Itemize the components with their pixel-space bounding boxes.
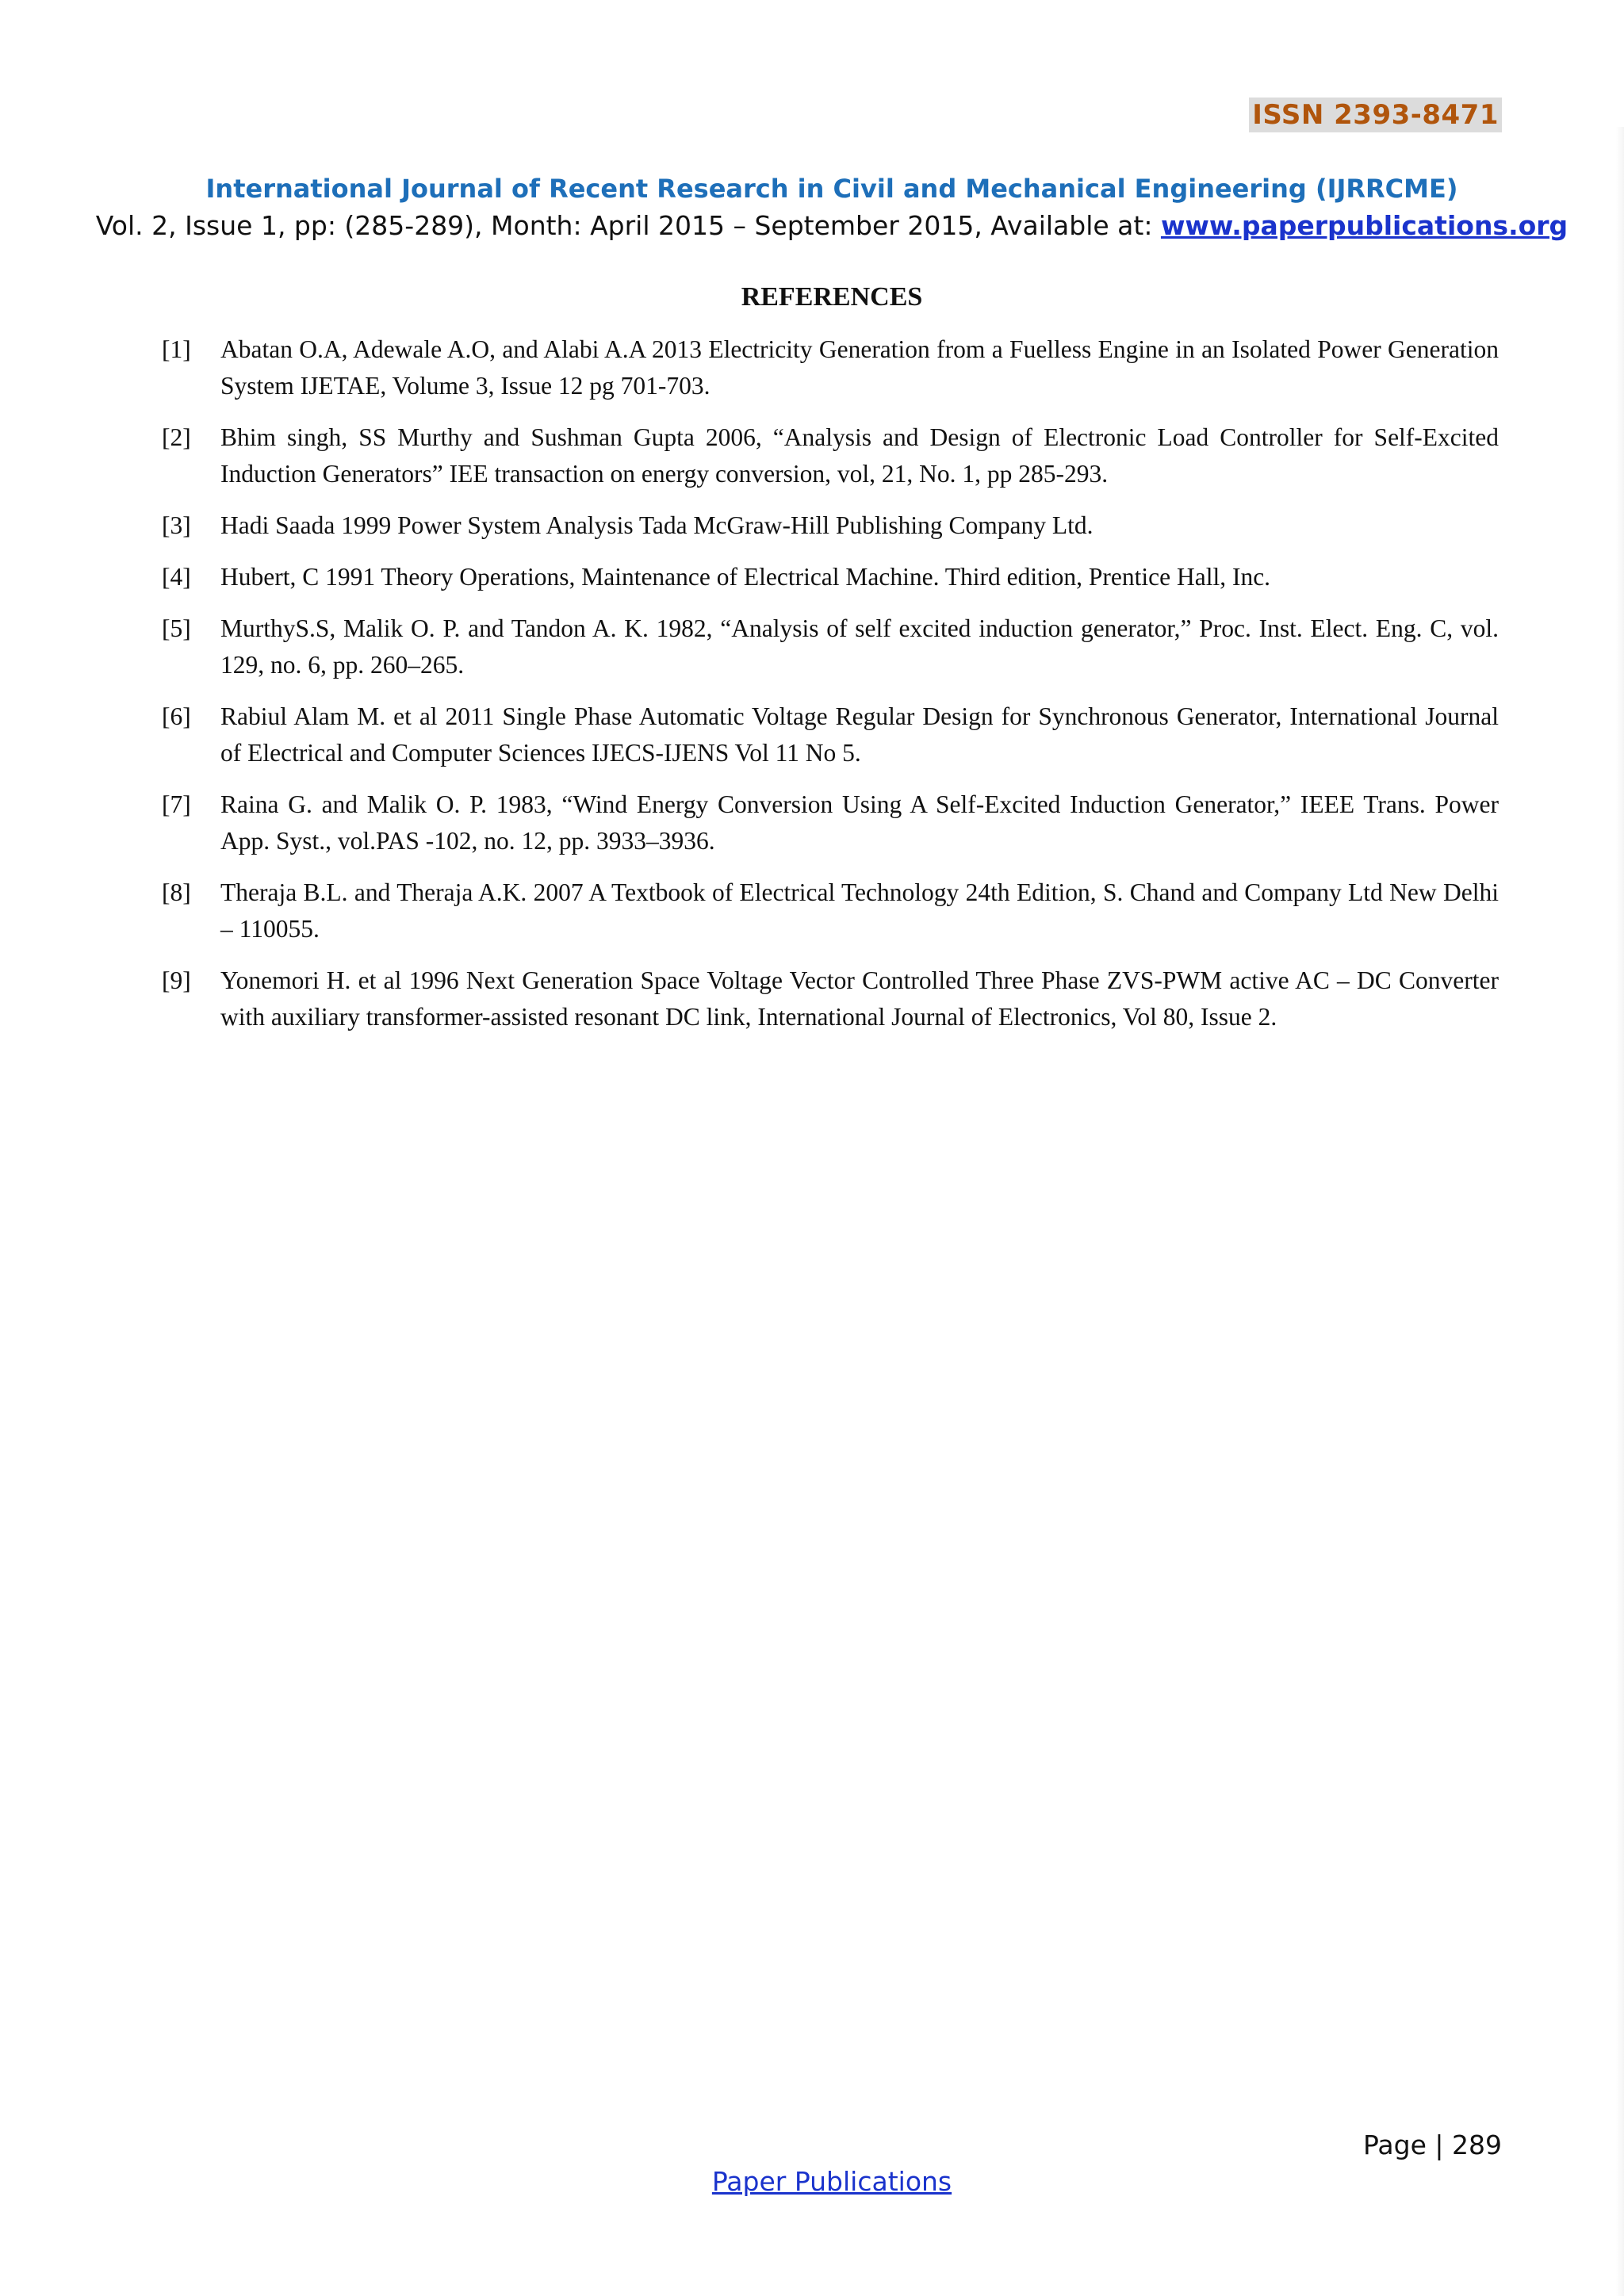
reference-text: Hadi Saada 1999 Power System Analysis Tada McGraw-Hill Publishing Company Ltd. — [220, 511, 1094, 539]
reference-text: Bhim singh, SS Murthy and Sushman Gupta 2006, “Analysis and Design of Electronic Load Controller for Self-Excited Induction Generators” IEE transaction on energy conversion, vol, 21, No. 1, pp 285-293. — [220, 423, 1499, 488]
reference-list — [162, 331, 1499, 1050]
reference-text: MurthyS.S, Malik O. P. and Tandon A. K. 1982, “Analysis of self excited induction generator,” Proc. Inst. Elect. Eng. C, vol. 129, no. 6, pp. 260–265. — [220, 614, 1499, 679]
reference-item — [162, 610, 1499, 683]
journal-website-link[interactable]: www.paperpublications.org — [1160, 210, 1568, 241]
reference-item — [162, 962, 1499, 1035]
references-heading: REFERENCES — [741, 282, 923, 312]
reference-item — [162, 559, 1499, 595]
reference-item — [162, 507, 1499, 544]
reference-item — [162, 331, 1499, 404]
journal-meta-text: Vol. 2, Issue 1, pp: (285-289), Month: April 2015 – September 2015, Available at: — [95, 210, 1161, 241]
reference-text: Abatan O.A, Adewale A.O, and Alabi A.A 2013 Electricity Generation from a Fuelless Engine in an Isolated Power Generation System IJETAE, Volume 3, Issue 12 pg 701-703. — [220, 335, 1499, 400]
reference-number: [7] — [162, 790, 191, 818]
reference-number: [4] — [162, 563, 191, 591]
reference-number: [5] — [162, 614, 191, 642]
reference-text: Hubert, C 1991 Theory Operations, Maintenance of Electrical Machine. Third edition, Prentice Hall, Inc. — [220, 563, 1271, 591]
reference-text: Raina G. and Malik O. P. 1983, “Wind Energy Conversion Using A Self-Excited Induction Generator,” IEEE Trans. Power App. Syst., vol.PAS -102, no. 12, pp. 3933–3936. — [220, 790, 1499, 855]
reference-number: [9] — [162, 966, 191, 994]
publisher-footer-link[interactable]: Paper Publications — [711, 2166, 952, 2197]
reference-number: [2] — [162, 423, 191, 451]
reference-number: [8] — [162, 878, 191, 906]
reference-text: Rabiul Alam M. et al 2011 Single Phase Automatic Voltage Regular Design for Synchronous Generator, International Journal of Electrical and Computer Sciences IJECS-IJENS Vol 11 No 5. — [220, 702, 1499, 767]
journal-meta-line — [0, 208, 1624, 244]
page-number: Page | 289 — [1363, 2130, 1502, 2160]
reference-item — [162, 419, 1499, 492]
reference-number: [6] — [162, 702, 191, 730]
reference-item — [162, 698, 1499, 771]
reference-item — [162, 786, 1499, 859]
reference-item — [162, 874, 1499, 947]
reference-text: Theraja B.L. and Theraja A.K. 2007 A Textbook of Electrical Technology 24th Edition, S. Chand and Company Ltd New Delhi – 110055. — [220, 878, 1499, 943]
reference-number: [1] — [162, 335, 191, 363]
issn-badge: ISSN 2393-8471 — [1249, 98, 1502, 132]
reference-text: Yonemori H. et al 1996 Next Generation Space Voltage Vector Controlled Three Phase ZVS-PWM active AC – DC Converter with auxiliary transformer-assisted resonant DC link, International Journal of Electronics, Vol 80, Issue 2. — [220, 966, 1499, 1031]
journal-title: International Journal of Recent Research in Civil and Mechanical Engineering (IJRRCME) — [205, 174, 1458, 204]
page-edge-shadow — [1616, 127, 1624, 2296]
reference-number: [3] — [162, 511, 191, 539]
